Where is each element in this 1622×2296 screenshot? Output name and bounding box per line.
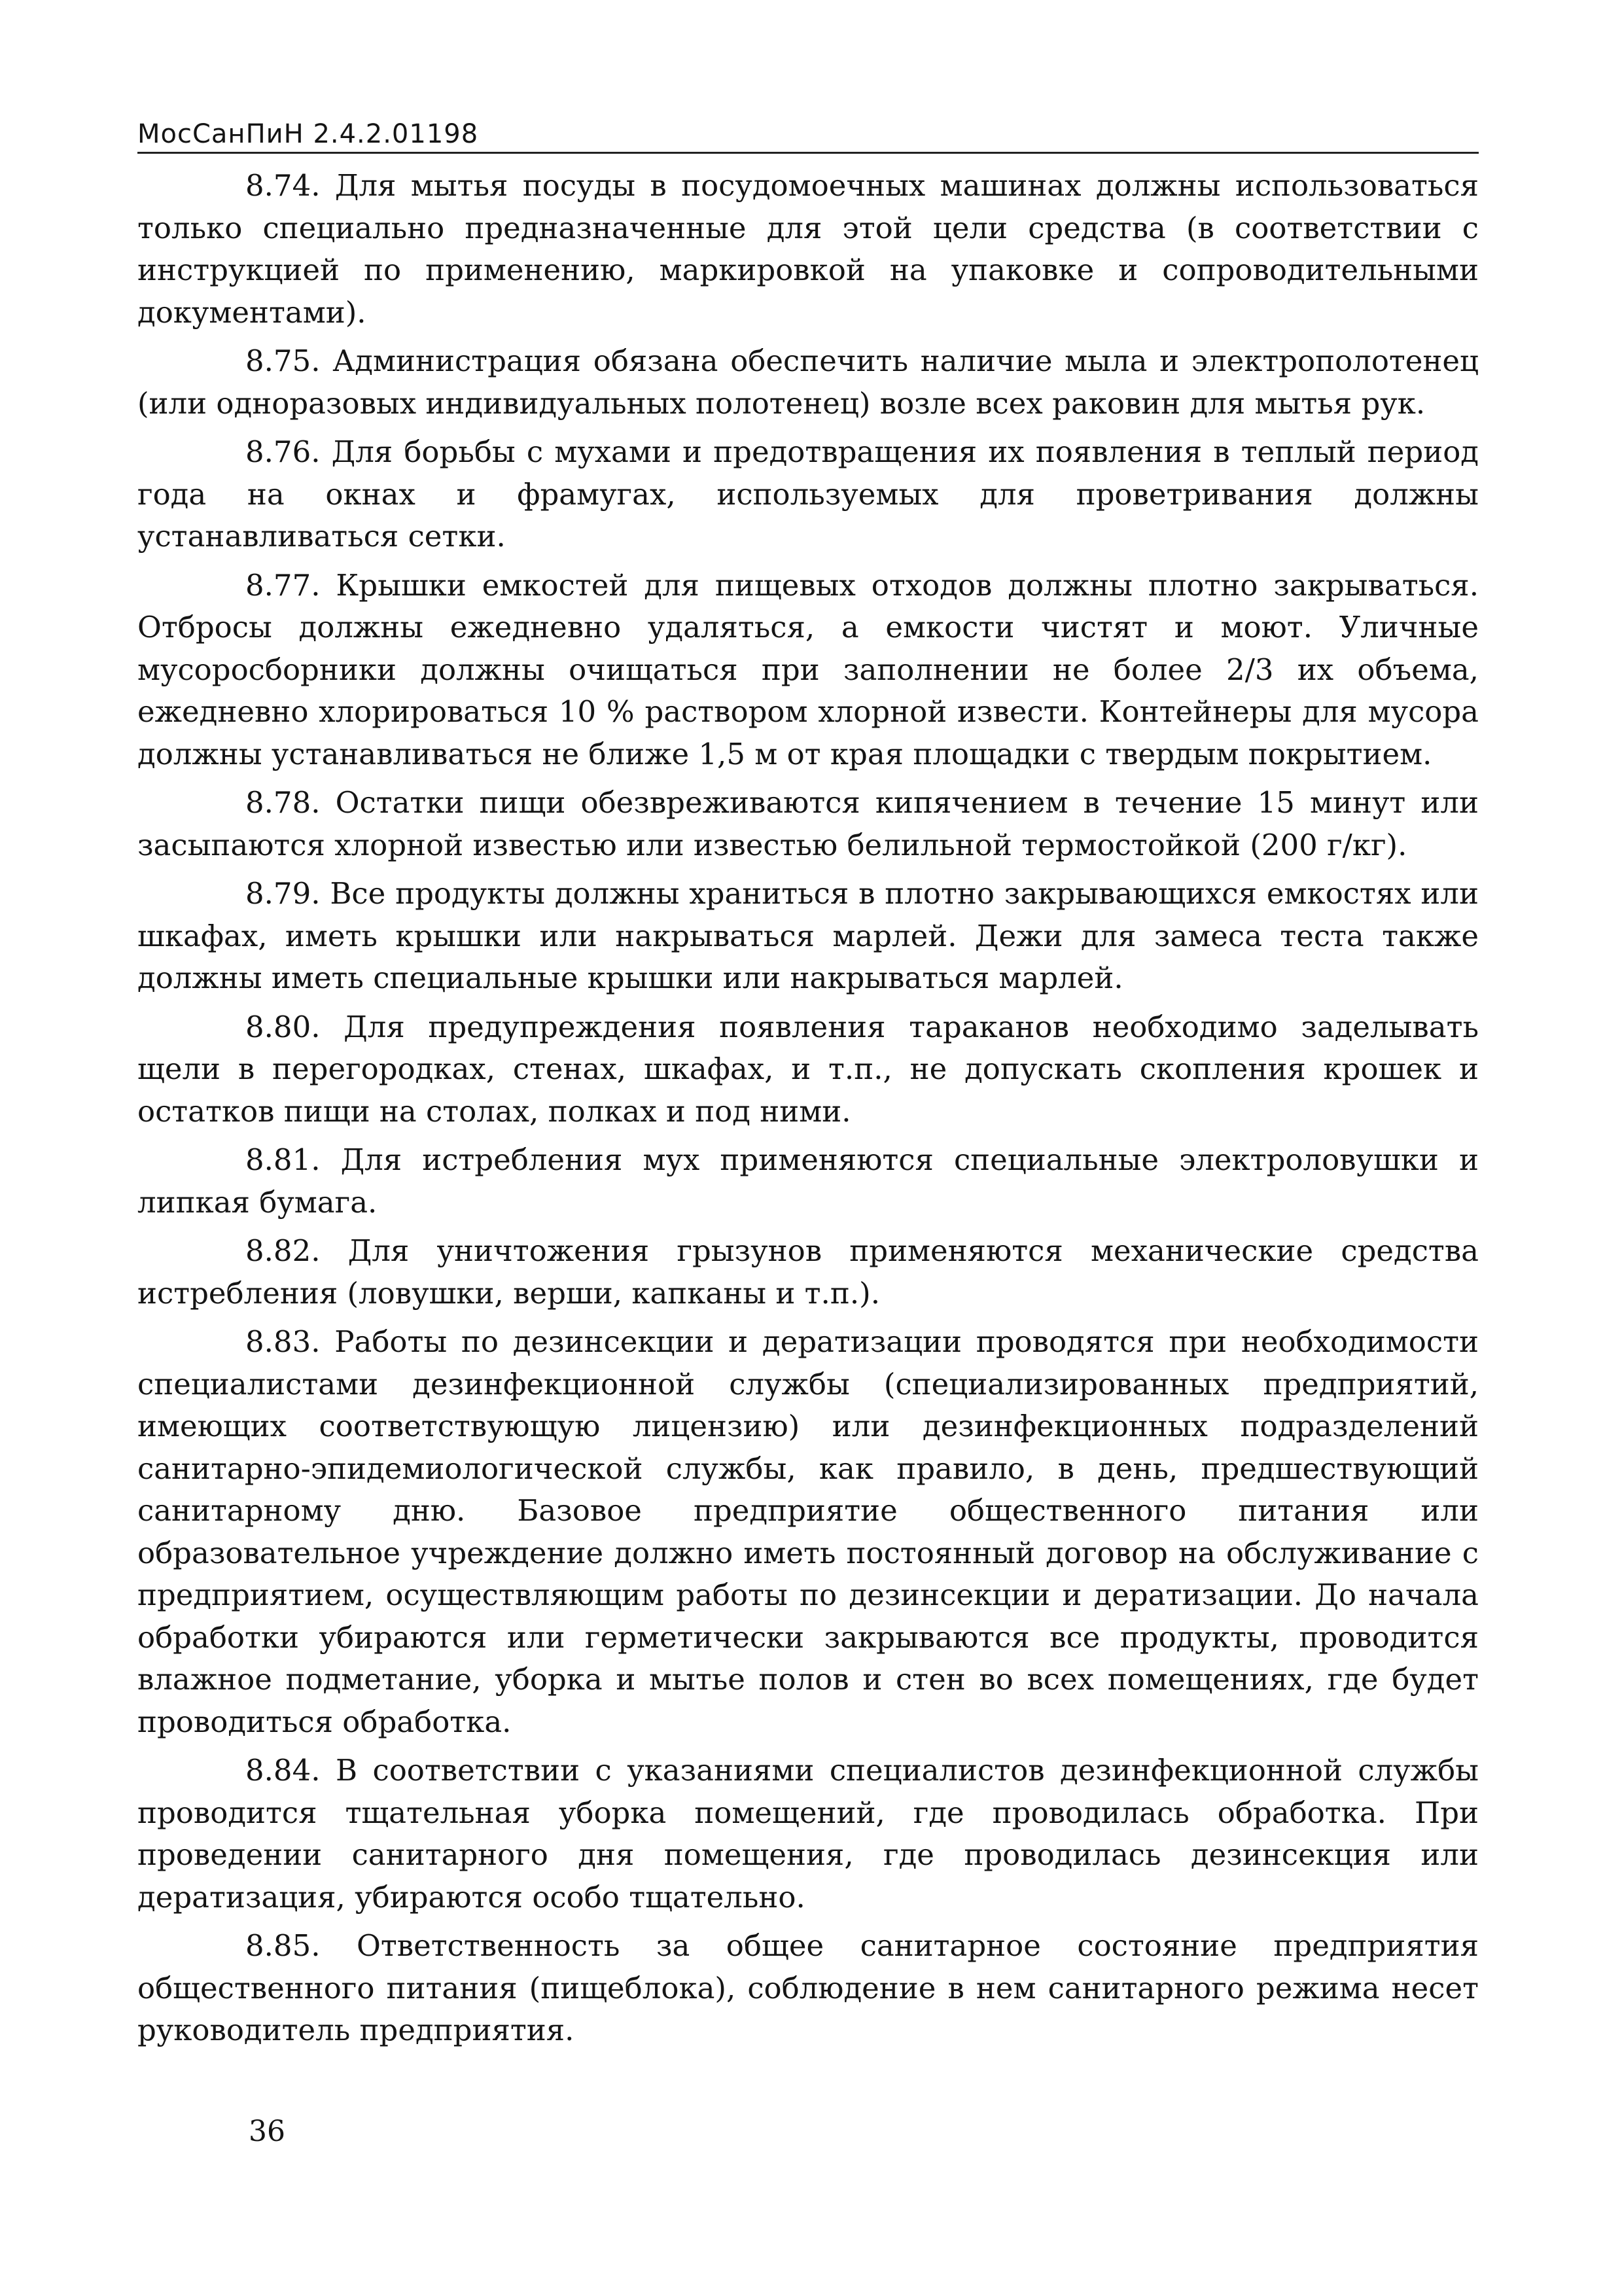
page-number: 36 <box>249 2115 285 2148</box>
paragraph-8-84: 8.84. В соответствии с указаниями специалистов дезинфекционной службы проводится тщательная уборка помещений, где проводилась обработка. При проведении санитарного дня помещения, где проводилась дезинсекция или дератизация, убираются особо тщательно. <box>137 1753 1479 1915</box>
paragraph-8-80: 8.80. Для предупреждения появления тараканов необходимо заделывать щели в перегородках, стенах, шкафах, и т.п., не допускать скопления крошек и остатков пищи на столах, полках и под ними. <box>137 1009 1479 1129</box>
paragraph-8-78: 8.78. Остатки пищи обезвреживаются кипячением в течение 15 минут или засыпаются хлорной известью или известью белильной термостойкой (200 г/кг). <box>137 785 1479 862</box>
paragraph-8-76: 8.76. Для борьбы с мухами и предотвращения их появления в теплый период года на окнах и фрамугах, используемых для проветривания должны устанавливаться сетки. <box>137 434 1479 554</box>
document-code: МосСанПиН 2.4.2.01198 <box>137 119 479 149</box>
paragraph-8-77: 8.77. Крышки емкостей для пищевых отходов должны плотно закрываться. Отбросы должны ежедневно удаляться, а емкости чистят и моют. Уличные мусоросборники должны очищаться при заполнении не более 2/3 их объема, ежедневно хлорироваться 10 % раствором хлорной извести. Контейнеры для мусора должны устанавливаться не ближе 1,5 м от края площадки с твердым покрытием. <box>137 567 1479 771</box>
paragraph-8-83: 8.83. Работы по дезинсекции и дератизации проводятся при необходимости специалистами дезинфекционной службы (специализированных предприятий, имеющих соответствующую лицензию) или дезинфекционных подразделений санитарно-эпидемиологической службы, как правило, в день, предшествующий санитарному дню. Базовое предприятие общественного питания или образовательное учреждение должно иметь постоянный договор на обслуживание с предприятием, осуществляющим работы по дезинсекции и дератизации. До начала обработки убираются или герметически закрываются все продукты, проводится влажное подметание, уборка и мытье полов и стен во всех помещениях, где будет проводиться обработка. <box>137 1324 1479 1739</box>
paragraph-8-75: 8.75. Администрация обязана обеспечить наличие мыла и электрополотенец (или одноразовых индивидуальных полотенец) возле всех раковин для мытья рук. <box>137 344 1479 421</box>
body-text <box>137 165 1479 2058</box>
paragraph-8-85: 8.85. Ответственность за общее санитарное состояние предприятия общественного питания (пищеблока), соблюдение в нем санитарного режима несет руководитель предприятия. <box>137 1928 1479 2047</box>
paragraph-8-79: 8.79. Все продукты должны храниться в плотно закрывающихся емкостях или шкафах, иметь крышки или накрываться марлей. Дежи для замеса теста также должны иметь специальные крышки или накрываться марлей. <box>137 876 1479 995</box>
paragraph-8-81: 8.81. Для истребления мух применяются специальные электроловушки и липкая бумага. <box>137 1142 1479 1220</box>
paragraph-8-82: 8.82. Для уничтожения грызунов применяются механические средства истребления (ловушки, верши, капканы и т.п.). <box>137 1233 1479 1311</box>
page-header <box>137 118 1479 154</box>
paragraph-8-74: 8.74. Для мытья посуды в посудомоечных машинах должны использоваться только специально предназначенные для этой цели средства (в соответствии с инструкцией по применению, маркировкой на упаковке и сопроводительными документами). <box>137 168 1479 330</box>
